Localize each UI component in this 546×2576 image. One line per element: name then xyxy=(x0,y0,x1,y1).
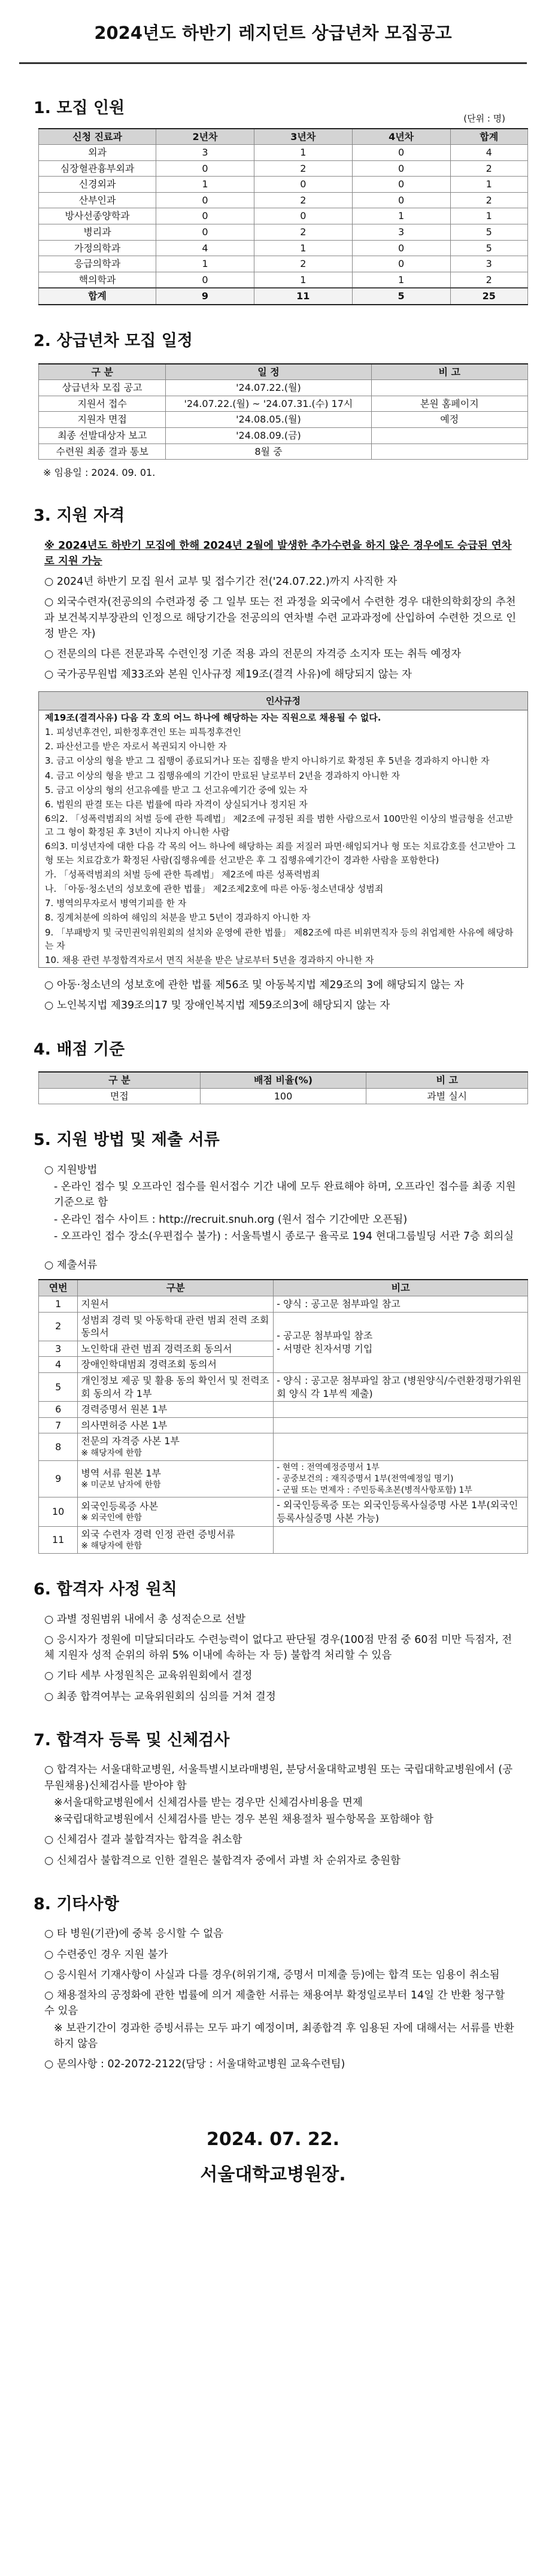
table-cell: 1 xyxy=(352,272,450,288)
section4-heading: 4. 배점 기준 xyxy=(34,1040,125,1059)
list-item: ○ 문의사항 : 02-2072-2122(담당 : 서울대학교병원 교육수련팀) xyxy=(44,2058,345,2071)
list-item: ○ 외국수련자(전공의의 수련과정 중 그 일부 또는 전 과정을 외국에서 수련한 경우 대한의학회장의 추천과 보건복지부장관의 인정으로 해당기간을 전공의의 연차별 수련 교과과정에 산입하여 수련한 것으로 인정 받은 자) xyxy=(44,596,517,640)
list-item: ○ 신체검사 결과 불합격자는 합격을 취소함 xyxy=(44,1834,242,1846)
table-row xyxy=(39,224,528,241)
table-cell: 병리과 xyxy=(39,224,156,241)
personnel-rule-box xyxy=(38,691,528,968)
list-item: ※ 2024년도 하반기 모집에 한해 2024년 2월에 발생한 추가수련을 하지 않은 경우에도 승급된 연차로 지원 가능 xyxy=(44,539,512,567)
table-row xyxy=(39,160,528,177)
doc-name-line: ※ 해당자에 한함 xyxy=(81,1448,142,1458)
col-header: 구분 xyxy=(78,1280,274,1296)
doc-row xyxy=(39,1402,528,1418)
misc-list xyxy=(17,1926,529,2072)
table-cell: 0 xyxy=(254,208,352,224)
notice-date: 2024. 07. 22. xyxy=(206,2129,340,2150)
table-row xyxy=(39,427,528,443)
table-cell: '24.08.09.(금) xyxy=(166,427,371,443)
table-cell: 지원서 접수 xyxy=(39,396,166,412)
doc-no: 9 xyxy=(39,1460,78,1497)
table-row xyxy=(39,240,528,256)
doc-no: 10 xyxy=(39,1497,78,1526)
table-cell: 0 xyxy=(156,224,254,241)
doc-row xyxy=(39,1372,528,1401)
schedule-rows xyxy=(39,380,528,460)
col-header: 일 정 xyxy=(166,364,371,380)
table-cell: 1 xyxy=(156,256,254,272)
table-cell: 0 xyxy=(254,177,352,193)
table-row xyxy=(39,443,528,460)
doc-no: 5 xyxy=(39,1372,78,1401)
list-item: ○ 합격자는 서울대학교병원, 서울특별시보라매병원, 분당서울대학교병원 또는 국립대학교병원에서 (공무원채용)신체검사를 받아야 함 xyxy=(44,1764,513,1792)
table-cell: 4 xyxy=(156,240,254,256)
doc-note xyxy=(274,1312,528,1372)
table-cell: 2 xyxy=(254,256,352,272)
rule-line: 9. 「부패방지 및 국민권익위원회의 설치와 운영에 관한 법률」 제82조에 따른 비위면직자 등의 취업제한 사유에 해당하는 자 xyxy=(45,926,514,951)
table-cell: 2 xyxy=(254,192,352,208)
count-rows xyxy=(39,145,528,288)
table-cell: 1 xyxy=(254,240,352,256)
rule-line: 6. 법원의 판결 또는 다른 법률에 따라 자격이 상실되거나 정지된 자 xyxy=(45,798,308,810)
table-cell: 0 xyxy=(352,145,450,161)
table-cell: 핵의학과 xyxy=(39,272,156,288)
rule-lines xyxy=(39,710,527,967)
col-header: 합계 xyxy=(450,129,527,145)
table-cell: 과별 실시 xyxy=(366,1088,528,1104)
doc-row xyxy=(39,1312,528,1341)
rule-line: 가. 「성폭력범죄의 처벌 등에 관한 특례법」 제2조에 따른 성폭력범죄 xyxy=(45,868,320,880)
rule-line: 8. 징계처분에 의하여 해임의 처분을 받고 5년이 경과하지 아니한 자 xyxy=(45,912,311,924)
doc-no: 11 xyxy=(39,1526,78,1553)
table-cell: 0 xyxy=(352,240,450,256)
list-item: ※국립대학교병원에서 신체검사를 받는 경우 본원 채용절차 필수항목을 포함해야 함 xyxy=(54,1813,433,1826)
table-cell xyxy=(371,380,527,396)
doc-name: 노인학대 관련 범죄 경력조회 동의서 xyxy=(78,1341,274,1357)
table-row xyxy=(39,192,528,208)
doc-name-line: ※ 외국인에 한함 xyxy=(81,1513,142,1523)
table-cell xyxy=(371,443,527,460)
rule-line: 6의3. 미성년자에 대한 다음 각 목의 어느 하나에 해당하는 죄를 저질러 파면·해임되거나 형 또는 치료감호를 선고받아 그 형 또는 치료감호가 확정된 사람(집행유예를 선고받은 후 그 집행유예기간이 경과한 사람을 포함한다) xyxy=(45,841,515,865)
doc-note-empty xyxy=(274,1526,528,1553)
section6-heading: 6. 합격자 사정 원칙 xyxy=(34,1580,177,1599)
col-header: 비고 xyxy=(274,1280,528,1296)
list-item: ○ 국가공무원법 제33조와 본원 인사규정 제19조(결격 사유)에 해당되지 않는 자 xyxy=(44,669,412,681)
section5-heading: 5. 지원 방법 및 제출 서류 xyxy=(34,1131,220,1150)
doc-no: 8 xyxy=(39,1433,78,1460)
col-header: 3년차 xyxy=(254,129,352,145)
selection-principle-list xyxy=(17,1612,529,1705)
doc-row xyxy=(39,1417,528,1433)
col-header: 구 분 xyxy=(39,1072,201,1088)
sub-item: - 온라인 접수 및 오프라인 접수를 원서접수 기간 내에 모두 완료해야 하며, 오프라인 접수를 최종 지원 기준으로 함 xyxy=(54,1181,516,1209)
table-cell: 100 xyxy=(200,1088,366,1104)
doc-row xyxy=(39,1526,528,1553)
table-cell: 0 xyxy=(352,256,450,272)
doc-name-line: ※ 해당자에 한함 xyxy=(81,1541,142,1551)
table-cell: 0 xyxy=(156,272,254,288)
doc-name-line: 외국 수련자 경력 인정 관련 증빙서류 xyxy=(81,1528,235,1540)
rule-line: 나. 「아동·청소년의 성보호에 관한 법률」 제2조제2호에 따른 아동·청소년대상 성범죄 xyxy=(45,883,384,895)
table-cell: 0 xyxy=(352,192,450,208)
doc-name-line: ※ 미군보 남자에 한함 xyxy=(81,1480,161,1490)
table-cell: 2 xyxy=(450,272,527,288)
list-item: ○ 최종 합격여부는 교육위원회의 심의를 거쳐 결정 xyxy=(44,1690,276,1703)
total-cell: 9 xyxy=(156,288,254,305)
doc-name xyxy=(78,1433,274,1460)
table-cell: 2 xyxy=(450,192,527,208)
doc-name xyxy=(78,1526,274,1553)
doc-name-line: 병역 서류 원본 1부 xyxy=(81,1467,161,1479)
doc-note xyxy=(274,1460,528,1497)
list-item: ○ 아동·청소년의 성보호에 관한 법률 제56조 및 아동복지법 제29조의 3에 해당되지 않는 자 xyxy=(44,979,465,992)
list-item: ○ 수련중인 경우 지원 불가 xyxy=(44,1948,168,1961)
table-cell: 외과 xyxy=(39,145,156,161)
list-item: ○ 신체검사 불합격으로 인한 결원은 불합격자 중에서 과별 차 순위자로 충원함 xyxy=(44,1854,401,1867)
doc-note-empty xyxy=(274,1417,528,1433)
doc-name-line: 외국인등록증 사본 xyxy=(81,1500,159,1512)
doc-name-line: 전문의 자격증 사본 1부 xyxy=(81,1435,180,1447)
table-cell: 1 xyxy=(156,177,254,193)
doc-note: - 양식 : 공고문 첨부파일 참고 xyxy=(274,1296,528,1312)
col-header: 구 분 xyxy=(39,364,166,380)
table-cell: 1 xyxy=(254,145,352,161)
table-row xyxy=(39,256,528,272)
doc-name: 장애인학대범죄 경력조회 동의서 xyxy=(78,1357,274,1373)
table-cell: '24.07.22.(월) xyxy=(166,380,371,396)
table-row xyxy=(39,208,528,224)
rule-line: 10. 채용 관련 부정합격자로서 면직 처분을 받은 날로부터 5년을 경과하지 아니한 자 xyxy=(45,954,374,965)
rule-line: 6의2. 「성폭력범죄의 처벌 등에 관한 특례법」 제2조에 규정된 죄를 범한 사람으로서 100만원 이상의 벌금형을 선고받고 그 형이 확정된 후 3년이 지나지 아니한 사람 xyxy=(45,813,513,838)
sub-item: - 온라인 접수 사이트 : http://recruit.snuh.org (원서 접수 기간에만 오픈됨) xyxy=(54,1213,408,1226)
table-cell: 3 xyxy=(156,145,254,161)
doc-note: - 양식 : 공고문 첨부파일 참고 (병원양식/수련환경평가위원회 양식 각 1부씩 제출) xyxy=(274,1372,528,1401)
doc-no: 1 xyxy=(39,1296,78,1312)
list-item: ○ 채용절차의 공정화에 관한 법률에 의거 제출한 서류는 채용여부 확정일로부터 14일 간 반환 청구할 수 있음 xyxy=(44,1989,505,2018)
doc-note-line: - 공고문 첨부파일 참조 xyxy=(277,1330,373,1342)
eligibility-extra-list xyxy=(17,977,529,1014)
rule-line: 3. 금고 이상의 형을 받고 그 집행이 종료되거나 또는 집행을 받지 아니하기로 확정된 후 5년을 경과하지 아니한 자 xyxy=(45,755,490,767)
table-row xyxy=(39,177,528,193)
apply-method-subs xyxy=(17,1179,529,1244)
table-cell: 수련원 최종 결과 통보 xyxy=(39,443,166,460)
table-cell: 예정 xyxy=(371,412,527,428)
doc-name: 경력증명서 원본 1부 xyxy=(78,1402,274,1418)
total-cell: 5 xyxy=(352,288,450,305)
docs-label: ○ 제출서류 xyxy=(44,1259,98,1272)
list-item: ○ 2024년 하반기 모집 원서 교부 및 접수기간 전('24.07.22.)까지 사직한 자 xyxy=(44,576,398,588)
total-row xyxy=(39,288,528,305)
table-cell: 4 xyxy=(450,145,527,161)
doc-note-empty xyxy=(274,1433,528,1460)
doc-note-line: - 공중보건의 : 재직증명서 1부(전역예정일 명기) xyxy=(277,1474,454,1484)
apply-method-list xyxy=(17,1162,529,1178)
table-cell: 면접 xyxy=(39,1088,201,1104)
doc-name: 개인정보 제공 및 활용 동의 확인서 및 전력조회 동의서 각 1부 xyxy=(78,1372,274,1401)
list-item: ※ 보관기간이 경과한 증빙서류는 모두 파기 예정이며, 최종합격 후 임용된 자에 대해서는 서류를 반환하지 않음 xyxy=(54,2022,514,2050)
doc-name: 성범죄 경력 및 아동학대 관련 범죄 전력 조회 동의서 xyxy=(78,1312,274,1341)
doc-note-line: - 서명란 친자서명 기입 xyxy=(277,1342,373,1354)
unit-label: (단위 : 명) xyxy=(463,113,505,124)
table-row xyxy=(39,145,528,161)
page-title: 2024년도 하반기 레지던트 상급년차 모집공고 xyxy=(19,18,527,64)
documents-table xyxy=(38,1279,528,1554)
doc-note-line: - 군필 또는 면제자 : 주민등록초본(병적사항포함) 1부 xyxy=(277,1485,472,1495)
table-cell: 상급년차 모집 공고 xyxy=(39,380,166,396)
doc-name xyxy=(78,1460,274,1497)
table-cell: '24.07.22.(월) ~ '24.07.31.(수) 17시 xyxy=(166,396,371,412)
col-header: 비 고 xyxy=(371,364,527,380)
list-item: ※서울대학교병원에서 신체검사를 받는 경우만 신체검사비용을 면제 xyxy=(54,1796,363,1809)
col-header: 4년차 xyxy=(352,129,450,145)
table-cell: 0 xyxy=(156,208,254,224)
doc-name: 지원서 xyxy=(78,1296,274,1312)
sub-item: - 오프라인 접수 장소(우편접수 불가) : 서울특별시 종로구 율곡로 194 현대그룹빌딩 서관 7층 회의실 xyxy=(54,1230,514,1243)
doc-row xyxy=(39,1296,528,1312)
col-header: 배점 비율(%) xyxy=(200,1072,366,1088)
appointment-date-note: ※ 임용일 : 2024. 09. 01. xyxy=(43,467,156,479)
list-item: ○ 기타 세부 사정원칙은 교육위원회에서 결정 xyxy=(44,1670,253,1682)
doc-name: 의사면허증 사본 1부 xyxy=(78,1417,274,1433)
table-cell: 8월 중 xyxy=(166,443,371,460)
list-item: ○ 응시자가 정원에 미달되더라도 수련능력이 없다고 판단될 경우(100점 만점 중 60점 미만 득점자, 전체 지원자 성적 순위의 하위 5% 이내에 속하는 자 등) 불합격 처리할 수 있음 xyxy=(44,1633,512,1662)
table-cell: 3 xyxy=(352,224,450,241)
doc-no: 4 xyxy=(39,1357,78,1373)
table-row xyxy=(39,272,528,288)
doc-row xyxy=(39,1460,528,1497)
recruit-count-table xyxy=(38,128,528,306)
table-cell: 2 xyxy=(254,160,352,177)
table-cell: 산부인과 xyxy=(39,192,156,208)
table-cell: 1 xyxy=(450,208,527,224)
registration-list xyxy=(17,1762,529,1869)
table-row xyxy=(39,1088,528,1104)
doc-row xyxy=(39,1433,528,1460)
table-cell: 심장혈관흉부외과 xyxy=(39,160,156,177)
total-cell: 25 xyxy=(450,288,527,305)
col-header: 비 고 xyxy=(366,1072,528,1088)
section7-heading: 7. 합격자 등록 및 신체검사 xyxy=(34,1730,230,1749)
total-cell: 합계 xyxy=(39,288,156,305)
list-item: ○ 응시원서 기재사항이 사실과 다를 경우(허위기재, 증명서 미제출 등)에는 합격 또는 임용이 취소됨 xyxy=(44,1969,500,1981)
doc-note-empty xyxy=(274,1402,528,1418)
table-cell: 1 xyxy=(450,177,527,193)
section2-heading: 2. 상급년차 모집 일정 xyxy=(34,332,193,351)
table-cell: 0 xyxy=(352,160,450,177)
table-cell: 0 xyxy=(352,177,450,193)
table-cell: 본원 홈페이지 xyxy=(371,396,527,412)
section3-heading: 3. 지원 자격 xyxy=(34,506,125,525)
table-cell: 최종 선발대상자 보고 xyxy=(39,427,166,443)
table-cell: 1 xyxy=(352,208,450,224)
rule-line: 5. 금고 이상의 형의 선고유예를 받고 그 선고유예기간 중에 있는 자 xyxy=(45,784,308,795)
table-cell: 5 xyxy=(450,240,527,256)
doc-note-line: - 현역 : 전역예정증명서 1부 xyxy=(277,1462,380,1472)
rule-box-title: 인사규정 xyxy=(39,692,527,710)
table-cell: 방사선종양학과 xyxy=(39,208,156,224)
col-header: 2년차 xyxy=(156,129,254,145)
col-header: 신청 진료과 xyxy=(39,129,156,145)
rule-line: 4. 금고 이상의 형을 받고 그 집행유예의 기간이 만료된 날로부터 2년을 경과하지 아니한 자 xyxy=(45,770,400,781)
table-cell: 0 xyxy=(156,160,254,177)
table-cell xyxy=(371,427,527,443)
eligibility-list xyxy=(17,538,529,683)
doc-no: 2 xyxy=(39,1312,78,1341)
doc-no: 7 xyxy=(39,1417,78,1433)
table-cell: 1 xyxy=(254,272,352,288)
table-cell: 2 xyxy=(254,224,352,241)
issuer-name: 서울대학교병원장. xyxy=(200,2164,346,2186)
doc-no: 3 xyxy=(39,1341,78,1357)
doc-row xyxy=(39,1497,528,1526)
doc-name xyxy=(78,1497,274,1526)
table-cell: 지원자 면접 xyxy=(39,412,166,428)
table-cell: 응급의학과 xyxy=(39,256,156,272)
list-item: ○ 지원방법 xyxy=(44,1164,98,1176)
schedule-table xyxy=(38,363,528,460)
table-row xyxy=(39,380,528,396)
table-cell: 가정의학과 xyxy=(39,240,156,256)
section8-heading: 8. 기타사항 xyxy=(34,1894,119,1913)
table-cell: 0 xyxy=(156,192,254,208)
table-row xyxy=(39,396,528,412)
score-rows xyxy=(39,1088,528,1104)
table-cell: 신경외과 xyxy=(39,177,156,193)
rule-line: 2. 파산선고를 받은 자로서 복권되지 아니한 자 xyxy=(45,741,227,752)
score-table xyxy=(38,1071,528,1104)
list-item: ○ 전문의의 다른 전문과목 수련인정 기준 적용 과의 전문의 자격증 소지자 또는 취득 예정자 xyxy=(44,648,462,661)
section1-heading: 1. 모집 인원 xyxy=(34,98,125,117)
list-item: ○ 노인복지법 제39조의17 및 장애인복지법 제59조의3에 해당되지 않는 자 xyxy=(44,1000,390,1012)
table-cell: '24.08.05.(월) xyxy=(166,412,371,428)
doc-no: 6 xyxy=(39,1402,78,1418)
table-cell: 5 xyxy=(450,224,527,241)
list-item: ○ 과별 정원범위 내에서 총 성적순으로 선발 xyxy=(44,1613,246,1626)
table-cell: 2 xyxy=(450,160,527,177)
rule-line: 1. 피성년후견인, 피한정후견인 또는 피특정후견인 xyxy=(45,726,241,737)
doc-note: - 외국인등록증 또는 외국인등록사실증명 사본 1부(외국인등록사실증명 사본 가능) xyxy=(274,1497,528,1526)
table-row xyxy=(39,412,528,428)
table-cell: 3 xyxy=(450,256,527,272)
total-cell: 11 xyxy=(254,288,352,305)
rule-line: 제19조(결격사유) 다음 각 호의 어느 하나에 해당하는 자는 직원으로 채용될 수 없다. xyxy=(45,712,381,723)
col-header: 연번 xyxy=(39,1280,78,1296)
rule-line: 7. 병역의무자로서 병역기피를 한 자 xyxy=(45,898,187,909)
list-item: ○ 타 병원(기관)에 중복 응시할 수 없음 xyxy=(44,1928,223,1940)
